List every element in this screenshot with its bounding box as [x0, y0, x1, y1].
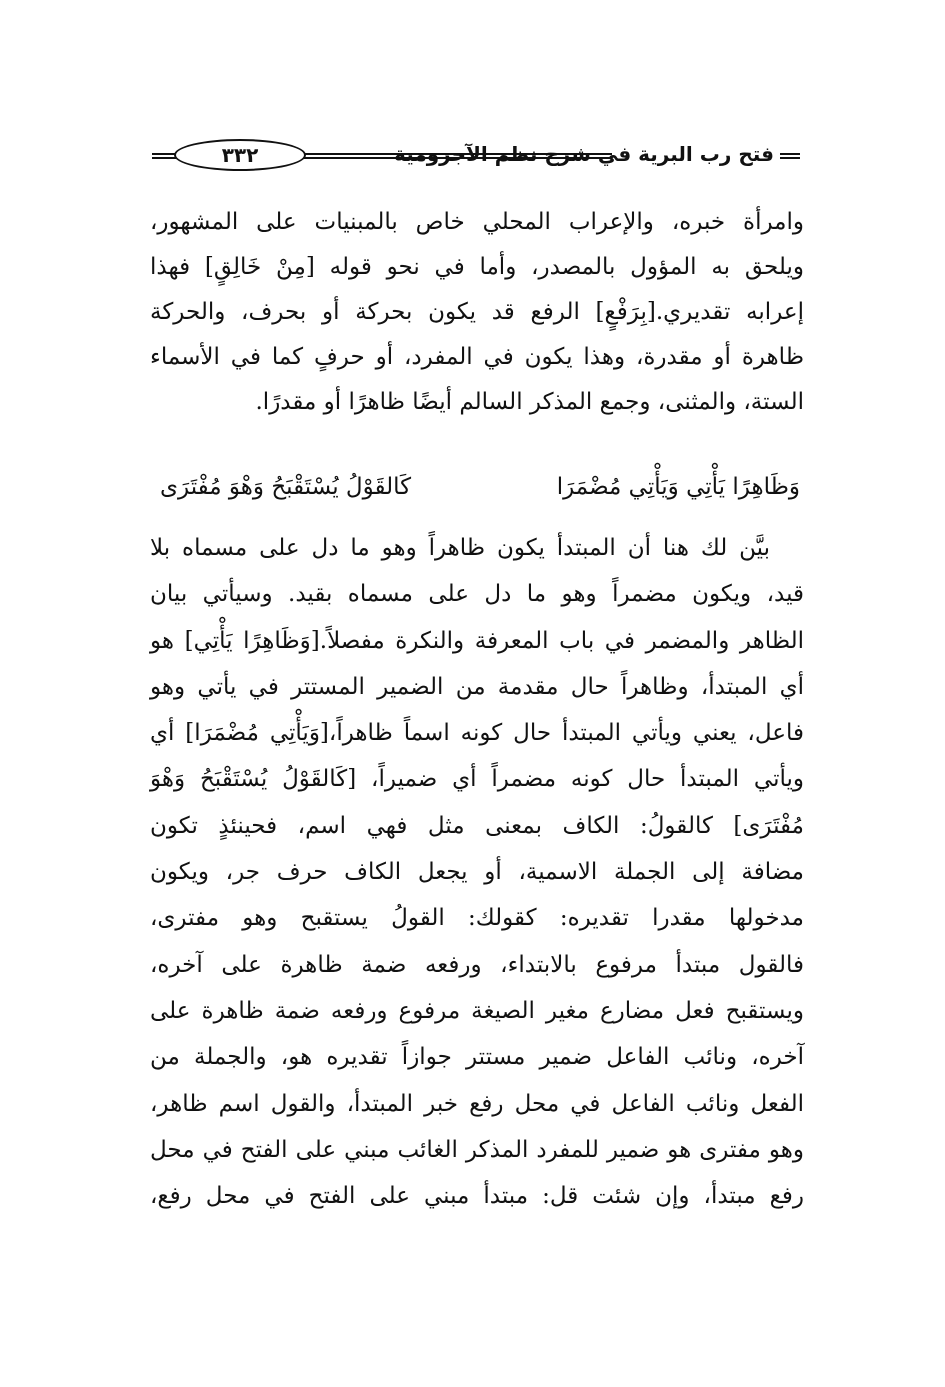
- text-line: الفعل ونائب الفاعل في محل رفع خبر المبتدأ، والقول اسم ظاهر،: [150, 1090, 804, 1117]
- text-line: آخره، ونائب الفاعل ضمير مستتر جوازاً تقديره هو، والجملة من: [150, 1044, 804, 1071]
- header-dash-right: [780, 153, 800, 159]
- text-line: وهو مفترى هو ضمير للمفرد المذكر الغائب مبني على الفتح في محل: [150, 1136, 804, 1163]
- poem-verse: [160, 474, 800, 518]
- text-line: قيد، ويكون مضمراً وهو ما دل على مسماه بقيد. وسيأتي بيان: [150, 581, 804, 608]
- text-line: الستة، والمثنى، وجمع المذكر السالم أيضًا ظاهرًا أو مقدرًا.: [255, 389, 804, 415]
- page-number: ٣٣٢: [174, 139, 306, 171]
- paragraph-2: [150, 525, 804, 1219]
- paragraph-1: [150, 200, 804, 425]
- text-line: مُفْتَرَى] كالقولُ: الكاف بمعنى مثل فهي اسم، فحينئذٍ تكون: [150, 812, 804, 839]
- text-line: ويستقبح فعل مضارع مغير الصيغة مرفوع ورفعه ضمة ظاهرة على: [150, 997, 804, 1024]
- verse-first-hemistich: وَظَاهِرًا يَأْتِي وَيَأْتِي مُضْمَرَا: [556, 474, 800, 500]
- text-line: ويأتي المبتدأ حال كونه مضمراً أي ضميراً، [كَالقَوْلُ يُسْتَقْبَحُ وَهْوَ: [150, 766, 804, 793]
- text-line: الظاهر والمضمر في باب المعرفة والنكرة مفصلاً.[وَظَاهِرًا يَأْتِي] هو: [150, 627, 804, 654]
- text-line: مضافة إلى الجملة الاسمية، أو يجعل الكاف حرف جر، ويكون: [150, 859, 804, 886]
- book-title: فتح رب البرية في شرح نظم الآجرومية: [394, 142, 774, 166]
- header-rule-left: [152, 153, 176, 159]
- text-line: ويلحق به المؤول بالمصدر، وأما في نحو قوله [مِنْ خَالِقٍ] فهذا: [150, 254, 804, 280]
- text-line: وامرأة خبره، والإعراب المحلي خاص بالمبنيات على المشهور،: [150, 209, 804, 235]
- header-rule: [292, 153, 612, 159]
- text-line: فاعل، يعني ويأتي المبتدأ حال كونه اسماً ظاهراً،[وَيَأْتِي مُضْمَرَا] أي: [150, 720, 804, 747]
- text-line: ظاهرة أو مقدرة، وهذا يكون في المفرد، أو حرفٍ كما في الأسماء: [150, 344, 804, 370]
- text-line: فالقول مبتدأ مرفوع بالابتداء، ورفعه ضمة ظاهرة على آخره،: [150, 951, 804, 978]
- verse-second-hemistich: كَالقَوْلُ يُسْتَقْبَحُ وَهْوَ مُفْتَرَى: [160, 474, 412, 500]
- text-line: بيَّن لك هنا أن المبتدأ يكون ظاهراً وهو ما دل على مسماه بلا: [150, 535, 770, 561]
- text-line: رفع مبتدأ، وإن شئت قل: مبتدأ مبني على الفتح في محل رفع،: [150, 1183, 804, 1210]
- running-header: [152, 136, 800, 176]
- text-line: إعرابه تقديري.[بِرَفْعٍ] الرفع قد يكون بحركة أو بحرف، والحركة: [150, 299, 804, 325]
- text-line: مدخولها مقدرا تقديره: كقولك: القولُ يستقبح وهو مفترى،: [150, 905, 804, 932]
- text-line: أي المبتدأ، وظاهراً حال مقدمة من الضمير المستتر في يأتي وهو: [150, 673, 804, 700]
